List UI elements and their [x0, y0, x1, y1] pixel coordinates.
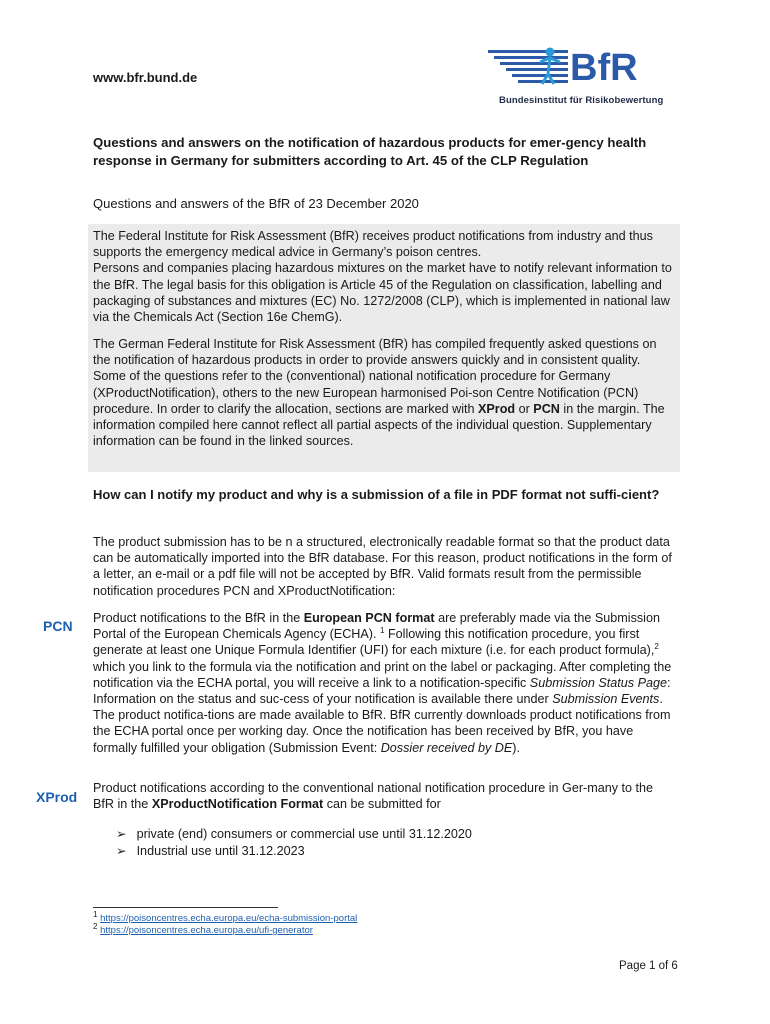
footnote-1: $^1$ https://poisoncentres.echa.europa.eu/echa-submission-portal	[93, 909, 358, 924]
logo-subtitle: Bundesinstitut für Risikobewertung	[499, 95, 664, 106]
intro-paragraph-1: The Federal Institute for Risk Assessment (BfR) receives product notifications from industry and thus supports the emergency medical advice in Germany’s poison centres. Persons and companies placing hazardous mixtures on the market have to notify relevant information to the BfR. The legal basis for this obligation is Article 45 of the Regulation on classification, labelling and packaging of substances and mixtures (EC) No. 1272/2008 (CLP), which is implemented in national law via the Chemicals Act (Section 16e ChemG).	[93, 229, 672, 325]
page-number: Page 1 of 6	[619, 960, 678, 972]
logo-wordmark: BfR	[570, 47, 638, 89]
footnote-2: $^2$ https://poisoncentres.echa.europa.eu/ufi-generator	[93, 921, 313, 936]
list-item: ➢ private (end) consumers or commercial use until 31.12.2020	[116, 827, 472, 841]
arrow-bullet-icon: ➢	[116, 844, 127, 858]
question-heading: How can I notify my product and why is a submission of a file in PDF format not suffi-cient?	[93, 487, 660, 502]
footnote-2-link[interactable]: https://poisoncentres.echa.europa.eu/ufi-generator	[100, 925, 313, 936]
intro-paragraph-2: The German Federal Institute for Risk Assessment (BfR) has compiled frequently asked questions on the notification of hazardous products in order to provide answers quickly and in consistent quality. Some of the questions refer to the (conventional) national notification procedure for Germany (XProductNotification), others to the new European harmonised Poi-son Centre Notification (PCN) procedure. In order to clarify the allocation, sections are marked with XProd or PCN in the margin. The information compiled here cannot reflect all partial aspects of the individual question. Supplementary information can be found in the linked sources.	[93, 337, 665, 449]
footnote-1-link[interactable]: https://poisoncentres.echa.europa.eu/echa-submission-portal	[100, 913, 358, 924]
answer-paragraph: The product submission has to be n a structured, electronically readable format so that the product data can be automatically imported into the BfR database. For this reason, product notifications in the form of a letter, an e-mail or a pdf file will not be accepted by BfR. Valid formats result from the permissible notification procedures PCN and XProductNotification:	[93, 535, 672, 598]
xprod-margin-tag: XProd	[36, 789, 78, 805]
list-item: ➢ Industrial use until 31.12.2023	[116, 844, 305, 858]
website-url: www.bfr.bund.de	[93, 70, 198, 85]
bullet-list	[116, 826, 472, 860]
document-subtitle: Questions and answers of the BfR of 23 December 2020	[93, 196, 419, 211]
logo-figure-icon	[540, 48, 560, 84]
pcn-paragraph: Product notifications to the BfR in the European PCN format are preferably made via the Submission Portal of the European Chemicals Agency (ECHA). $^1$ Following this notification procedure, you first generate at least one Unique Formula Identifier (UFI) for each mixture (i.e. for each product formula),$^2$ which you link to the formula via the notification and print on the label or packaging. After completing the notification via the ECHA portal, you will receive a link to a notification-specific Submission Status Page: Information on the status and suc-cess of your notification is available there under Submission Events. The product notifica-tions are made available to BfR. BfR currently downloads product notifications from the ECHA portal once per working day. Once the notification has been received by BfR, you have formally fulfilled your obligation (Submission Event: Dossier received by DE).	[93, 611, 672, 755]
footnote-divider	[93, 907, 278, 908]
arrow-bullet-icon: ➢	[116, 827, 127, 841]
xprod-paragraph: Product notifications according to the conventional national notification procedure in Ger-many to the BfR in the XProductNotification Format can be submitted for	[93, 781, 654, 812]
pcn-margin-tag: PCN	[43, 618, 73, 634]
logo-stripes	[488, 50, 568, 83]
document-title: Questions and answers on the notification of hazardous products for emer-gency health response in Germany for submitters according to Art. 45 of the CLP Regulation	[93, 135, 647, 168]
